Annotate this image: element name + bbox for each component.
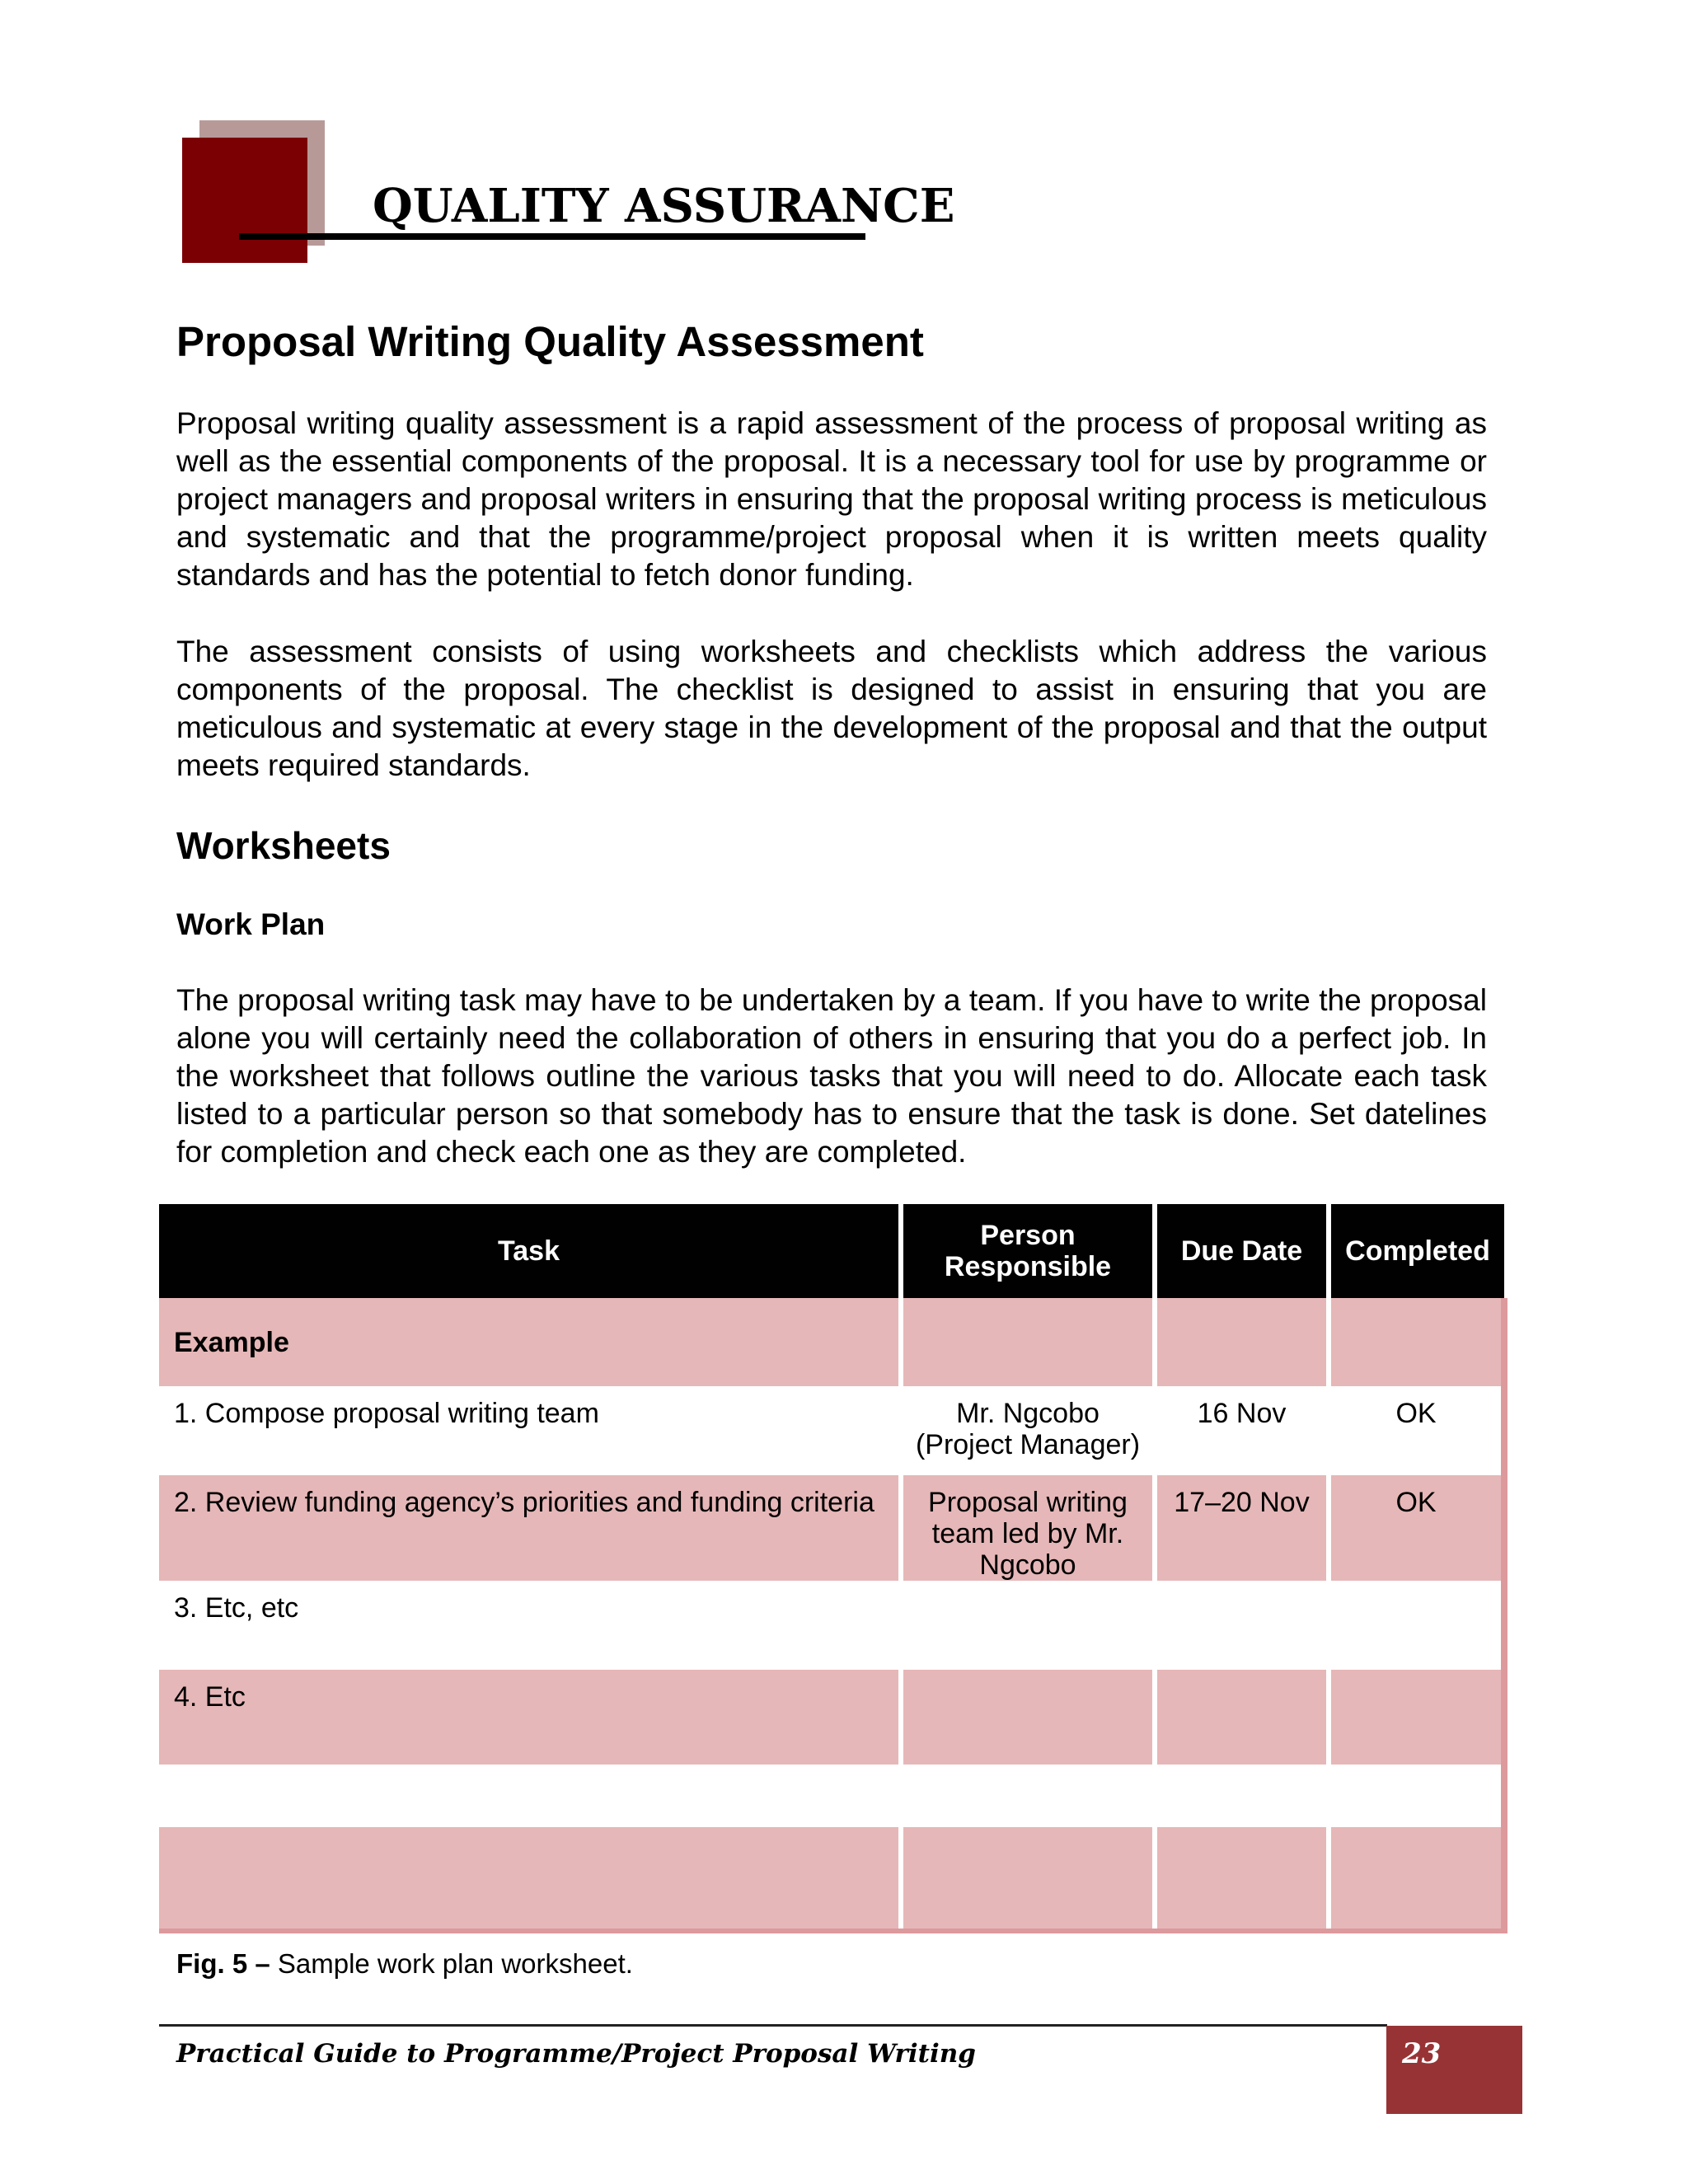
footer-title: Practical Guide to Programme/Project Proposal Writing (176, 2039, 976, 2069)
table-cell: Example (159, 1298, 901, 1386)
table-cell (1155, 1827, 1329, 1931)
figure-caption-text: Sample work plan worksheet. (270, 1948, 633, 1979)
worksheets-heading: Worksheets (176, 824, 391, 867)
table-cell (1155, 1670, 1329, 1765)
table-cell: 16 Nov (1155, 1386, 1329, 1475)
section-title-underline (239, 233, 865, 240)
header-completed: Completed (1329, 1204, 1504, 1298)
figure-caption (176, 1947, 633, 1981)
table-header-row (159, 1204, 1504, 1298)
table-cell (1155, 1298, 1329, 1386)
table-cell: 4. Etc (159, 1670, 901, 1765)
table-row (159, 1670, 1504, 1765)
table-cell (901, 1670, 1155, 1765)
table-cell (901, 1581, 1155, 1670)
table-cell: 17–20 Nov (1155, 1475, 1329, 1581)
table-cell: OK (1329, 1475, 1504, 1581)
table-cell (901, 1765, 1155, 1827)
table-cell (1329, 1827, 1504, 1931)
footer-rule (159, 2024, 1387, 2027)
header-due-date: Due Date (1155, 1204, 1329, 1298)
table-cell (159, 1827, 901, 1931)
table-row (159, 1475, 1504, 1581)
table-cell (1329, 1765, 1504, 1827)
table-cell: Proposal writing team led by Mr. Ngcobo (901, 1475, 1155, 1581)
table-row (159, 1581, 1504, 1670)
header-task: Task (159, 1204, 901, 1298)
work-plan-heading: Work Plan (176, 907, 326, 941)
table-cell (1329, 1298, 1504, 1386)
table-cell (1155, 1581, 1329, 1670)
intro-paragraph-2: The assessment consists of using worksheets and checklists which address the various components of the proposal. The checklist is designed to assist in ensuring that you are meticulous and systematic at every stage in the development of the proposal and that the output meets required standards. (176, 635, 1487, 782)
table-cell: 3. Etc, etc (159, 1581, 901, 1670)
page-title: Proposal Writing Quality Assessment (176, 318, 924, 365)
table-cell (901, 1298, 1155, 1386)
table-cell: Mr. Ngcobo (Project Manager) (901, 1386, 1155, 1475)
table-cell (159, 1765, 901, 1827)
table-row (159, 1386, 1504, 1475)
table-cell (1329, 1581, 1504, 1670)
figure-caption-label: Fig. 5 – (176, 1948, 270, 1979)
table-row (159, 1765, 1504, 1827)
table-row (159, 1298, 1504, 1386)
page-number: 23 (1386, 2026, 1522, 2114)
work-plan-table (159, 1204, 1504, 1920)
table-cell: 1. Compose proposal writing team (159, 1386, 901, 1475)
table-cell (1155, 1765, 1329, 1827)
table-cell: OK (1329, 1386, 1504, 1475)
table-cell (901, 1827, 1155, 1931)
table-cell (1329, 1670, 1504, 1765)
intro-paragraph-1: Proposal writing quality assessment is a rapid assessment of the process of proposal writing as well as the essential components of the proposal. It is a necessary tool for use by programme or project managers and proposal writers in ensuring that the proposal writing process is meticulous and systematic and that the programme/project proposal when it is written meets quality standards and has the potential to fetch donor funding. (176, 406, 1487, 592)
work-plan-paragraph: The proposal writing task may have to be undertaken by a team. If you have to write the proposal alone you will certainly need the collaboration of others in ensuring that you do a perfect job. In the worksheet that follows outline the various tasks that you will need to do. Allocate each task listed to a particular person so that somebody has to ensure that the task is done. Set datelines for completion and check each one as they are completed. (176, 983, 1487, 1169)
header-decoration-front (182, 138, 307, 263)
table-cell: 2. Review funding agency’s priorities and funding criteria (159, 1475, 901, 1581)
section-title: QUALITY ASSURANCE (373, 179, 955, 233)
table-row (159, 1827, 1504, 1931)
header-person-responsible: Person Responsible (901, 1204, 1155, 1298)
